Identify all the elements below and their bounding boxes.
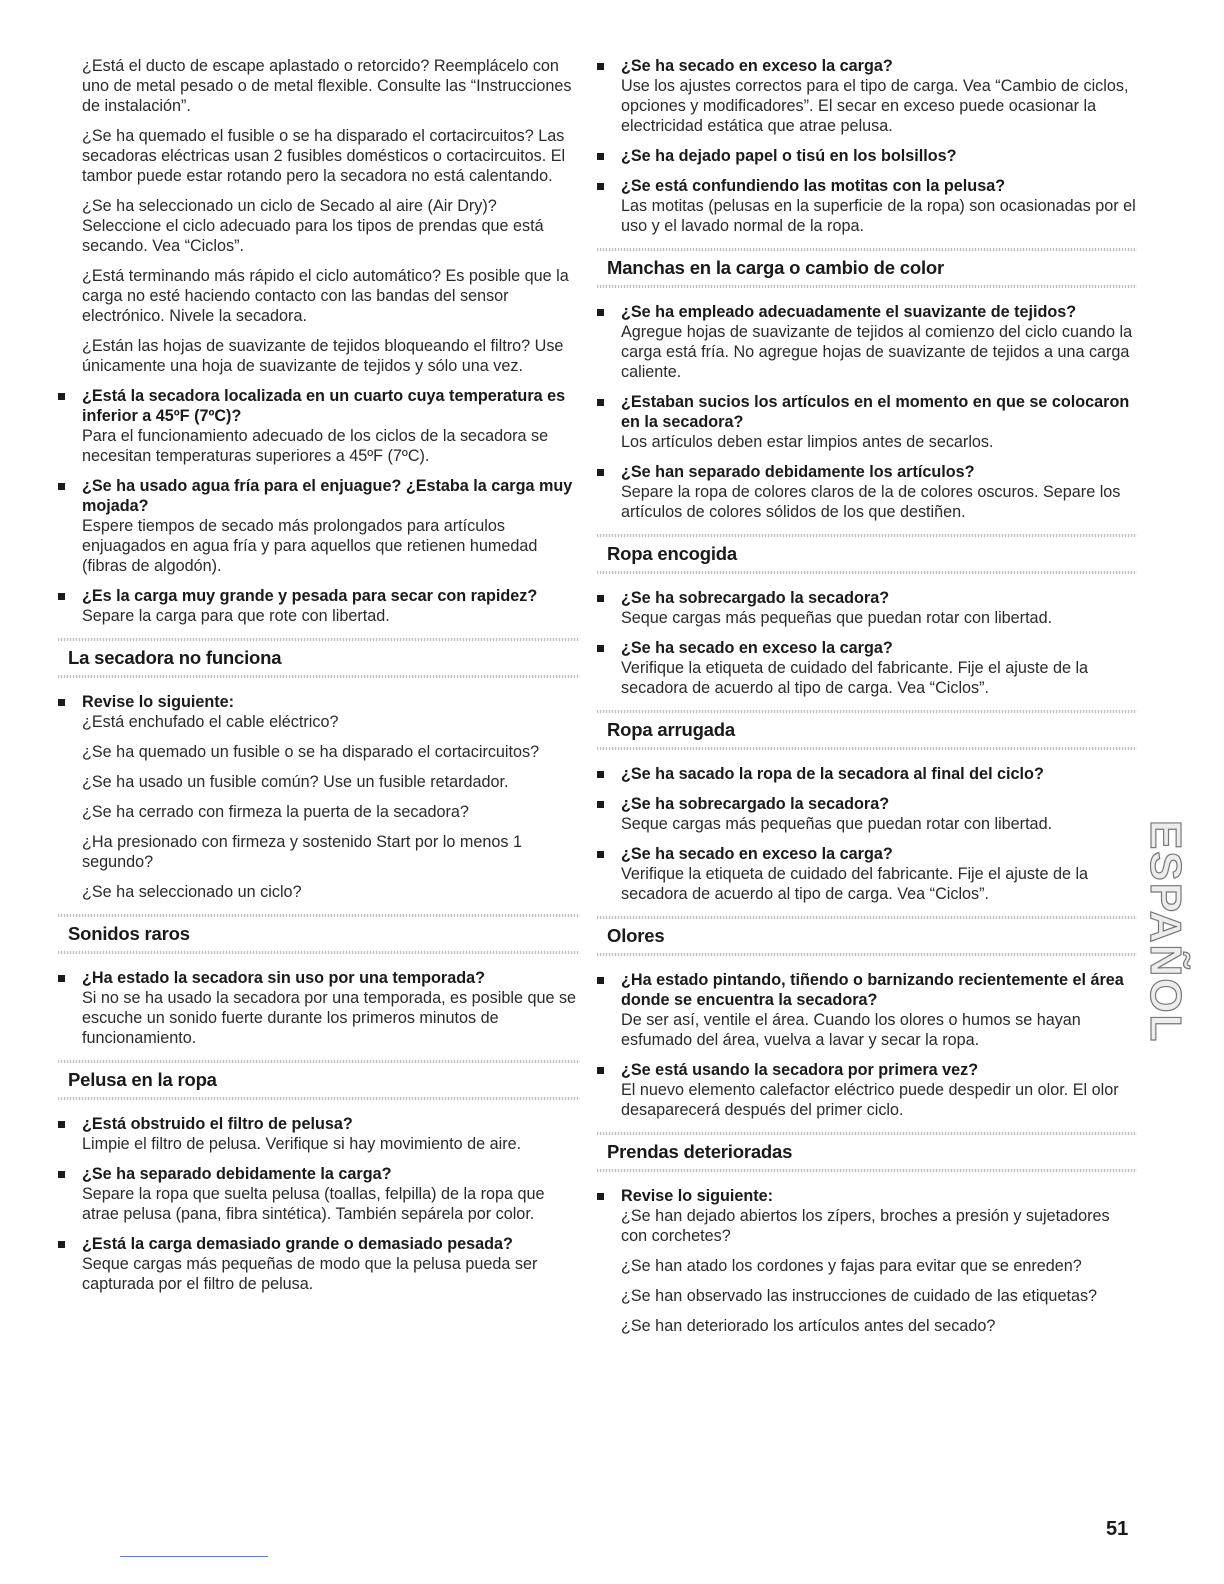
list-item xyxy=(597,794,1137,834)
answer: Para el funcionamiento adecuado de los ciclos de la secadora se necesitan temperaturas superiores a 45ºF (7ºC). xyxy=(82,427,549,465)
answer: Las motitas (pelusas en la superficie de la ropa) son ocasionadas por el uso y el lavado normal de la ropa. xyxy=(621,197,1136,235)
list-item xyxy=(597,176,1137,236)
answer: Seque cargas más pequeñas que puedan rotar con libertad. xyxy=(621,609,1053,627)
divider xyxy=(597,1132,1137,1135)
list-item xyxy=(58,586,580,626)
bullet-icon xyxy=(597,851,604,858)
list-item xyxy=(597,764,1137,784)
bullet-icon xyxy=(597,595,604,602)
question: ¿Se ha dejado papel o tisú en los bolsillos? xyxy=(621,147,957,165)
question: ¿Se han separado debidamente los artículos? xyxy=(621,463,975,481)
bullet-icon xyxy=(597,645,604,652)
bullet-icon xyxy=(597,183,604,190)
paragraph: ¿Están las hojas de suavizante de tejidos bloqueando el filtro? Use únicamente una hoja de suavizante de tejidos y sólo una vez. xyxy=(82,337,564,375)
question: ¿Se ha empleado adecuadamente el suavizante de tejidos? xyxy=(621,303,1077,321)
language-tab-label: ESPAÑOL xyxy=(1141,820,1190,1044)
divider xyxy=(597,710,1137,713)
divider xyxy=(58,1097,580,1100)
question: ¿Ha estado pintando, tiñendo o barnizando recientemente el área donde se encuentra la secadora? xyxy=(621,971,1124,1009)
paragraph: ¿Está terminando más rápido el ciclo automático? Es posible que la carga no esté haciendo contacto con las bandas del sensor electrónico. Nivele la secadora. xyxy=(82,267,569,325)
list-item xyxy=(597,844,1137,904)
question: ¿Está la secadora localizada en un cuarto cuya temperatura es inferior a 45ºF (7ºC)? xyxy=(82,387,566,425)
answer: Si no se ha usado la secadora por una temporada, es posible que se escuche un sonido fuerte durante los primeros minutos de funcionamiento. xyxy=(82,989,577,1047)
bullet-icon xyxy=(597,771,604,778)
divider xyxy=(597,571,1137,574)
check-item: ¿Se ha seleccionado un ciclo? xyxy=(82,883,302,901)
question: ¿Se ha secado en exceso la carga? xyxy=(621,57,893,75)
section-header-deterioradas xyxy=(597,1132,1137,1172)
list-item xyxy=(58,1234,580,1294)
section-title: Manchas en la carga o cambio de color xyxy=(607,257,945,278)
bullet-icon xyxy=(58,483,65,490)
list-item xyxy=(597,56,1137,136)
list-item xyxy=(597,146,1137,166)
list-item xyxy=(597,462,1137,522)
bullet-icon xyxy=(597,309,604,316)
section-title: Sonidos raros xyxy=(68,923,190,944)
question: ¿Está obstruido el filtro de pelusa? xyxy=(82,1115,353,1133)
bullet-icon xyxy=(597,977,604,984)
bullet-icon xyxy=(597,399,604,406)
footer-rule xyxy=(120,1556,268,1557)
question: ¿Es la carga muy grande y pesada para secar con rapidez? xyxy=(82,587,538,605)
question: ¿Estaban sucios los artículos en el momento en que se colocaron en la secadora? xyxy=(621,393,1130,431)
page-number: 51 xyxy=(1106,1518,1129,1540)
divider xyxy=(597,248,1137,251)
answer: Espere tiempos de secado más prolongados para artículos enjuagados en agua fría y para aquellos que retienen humedad (fibras de algodón). xyxy=(82,517,538,575)
section-title: Ropa encogida xyxy=(607,543,737,564)
right-column xyxy=(597,56,1137,1346)
check-item: ¿Se ha usado un fusible común? Use un fusible retardador. xyxy=(82,773,509,791)
answer: Separe la ropa de colores claros de la de colores oscuros. Separe los artículos de colores sólidos de los que destiñen. xyxy=(621,483,1121,521)
list-item xyxy=(597,638,1137,698)
section-title: La secadora no funciona xyxy=(68,647,282,668)
list-item xyxy=(597,1060,1137,1120)
section-title: Ropa arrugada xyxy=(607,719,735,740)
bullet-icon xyxy=(597,63,604,70)
list-item xyxy=(597,588,1137,628)
bullet-icon xyxy=(58,393,65,400)
answer: Separe la ropa que suelta pelusa (toallas, felpilla) de la ropa que atrae pelusa (pana, fibra sintética). También sepárela por color. xyxy=(82,1185,545,1223)
question: ¿Se está confundiendo las motitas con la pelusa? xyxy=(621,177,1006,195)
paragraph: ¿Se ha quemado el fusible o se ha disparado el cortacircuitos? Las secadoras eléctricas usan 2 fusibles domésticos o cortacircuitos. El tambor puede estar rotando pero la secadora no está calentando. xyxy=(82,127,566,185)
bullet-icon xyxy=(597,153,604,160)
divider xyxy=(58,951,580,954)
answer: De ser así, ventile el área. Cuando los olores o humos se hayan esfumado del área, vuelva a lavar y secar la ropa. xyxy=(621,1011,1081,1049)
bullet-icon xyxy=(58,699,65,706)
question: ¿Se ha usado agua fría para el enjuague? ¿Estaba la carga muy mojada? xyxy=(82,477,573,515)
section-header-manchas xyxy=(597,248,1137,288)
answer: Separe la carga para que rote con libertad. xyxy=(82,607,390,625)
check-item: ¿Se han deteriorado los artículos antes del secado? xyxy=(621,1317,996,1335)
paragraph: ¿Se ha seleccionado un ciclo de Secado al aire (Air Dry)? Seleccione el ciclo adecuado para los tipos de prendas que está secando. Vea “Ciclos”. xyxy=(82,197,544,255)
question: ¿Ha estado la secadora sin uso por una temporada? xyxy=(82,969,485,987)
question: ¿Está la carga demasiado grande o demasiado pesada? xyxy=(82,1235,513,1253)
bullet-icon xyxy=(597,1067,604,1074)
bullet-icon xyxy=(58,1241,65,1248)
check-item: ¿Se han atado los cordones y fajas para evitar que se enreden? xyxy=(621,1257,1082,1275)
answer: Seque cargas más pequeñas de modo que la pelusa pueda ser capturada por el filtro de pelusa. xyxy=(82,1255,538,1293)
check-item: ¿Ha presionado con firmeza y sostenido Start por lo menos 1 segundo? xyxy=(82,833,522,871)
check-label: Revise lo siguiente: xyxy=(621,1187,774,1205)
divider xyxy=(597,747,1137,750)
list-item xyxy=(58,968,580,1048)
section-title: Pelusa en la ropa xyxy=(68,1069,217,1090)
list-item xyxy=(597,970,1137,1050)
paragraph: ¿Está el ducto de escape aplastado o retorcido? Reemplácelo con uno de metal pesado o de metal flexible. Consulte las “Instrucciones de instalación”. xyxy=(82,57,572,115)
check-label: Revise lo siguiente: xyxy=(82,693,235,711)
list-item xyxy=(58,1164,580,1224)
question: ¿Se ha separado debidamente la carga? xyxy=(82,1165,392,1183)
check-item: ¿Se han dejado abiertos los zípers, broches a presión y sujetadores con corchetes? xyxy=(621,1207,1110,1245)
question: ¿Se ha sobrecargado la secadora? xyxy=(621,795,890,813)
check-item: ¿Se han observado las instrucciones de cuidado de las etiquetas? xyxy=(621,1287,1098,1305)
answer: Los artículos deben estar limpios antes de secarlos. xyxy=(621,433,994,451)
bullet-icon xyxy=(58,975,65,982)
check-item: ¿Se ha cerrado con firmeza la puerta de la secadora? xyxy=(82,803,469,821)
section-header-pelusa xyxy=(58,1060,580,1100)
bullet-icon xyxy=(597,1193,604,1200)
bullet-icon xyxy=(58,593,65,600)
section-header-encogida xyxy=(597,534,1137,574)
bullet-icon xyxy=(58,1171,65,1178)
divider xyxy=(597,916,1137,919)
divider xyxy=(597,1169,1137,1172)
divider xyxy=(58,914,580,917)
divider xyxy=(597,953,1137,956)
answer: Use los ajustes correctos para el tipo de carga. Vea “Cambio de ciclos, opciones y modificadores”. El secar en exceso puede ocasionar la electricidad estática que atrae pelusa. xyxy=(621,77,1129,135)
section-title: Olores xyxy=(607,925,665,946)
list-item xyxy=(597,302,1137,382)
list-item xyxy=(58,692,580,902)
list-item xyxy=(58,476,580,576)
list-item xyxy=(58,386,580,466)
divider xyxy=(597,285,1137,288)
check-item: ¿Se ha quemado un fusible o se ha disparado el cortacircuitos? xyxy=(82,743,540,761)
bullet-icon xyxy=(597,469,604,476)
section-header-sonidos xyxy=(58,914,580,954)
question: ¿Se ha secado en exceso la carga? xyxy=(621,639,893,657)
left-column xyxy=(58,56,580,1304)
section-header-no-funciona xyxy=(58,638,580,678)
question: ¿Se está usando la secadora por primera vez? xyxy=(621,1061,979,1079)
divider xyxy=(58,1060,580,1063)
list-item xyxy=(597,392,1137,452)
bullet-icon xyxy=(597,801,604,808)
list-item xyxy=(597,1186,1137,1336)
answer: Verifique la etiqueta de cuidado del fabricante. Fije el ajuste de la secadora de acuerdo al tipo de carga. Vea “Ciclos”. xyxy=(621,865,1089,903)
section-header-arrugada xyxy=(597,710,1137,750)
section-title: Prendas deterioradas xyxy=(607,1141,793,1162)
divider xyxy=(58,675,580,678)
answer: Agregue hojas de suavizante de tejidos al comienzo del ciclo cuando la carga está fría. No agregue hojas de suavizante de tejidos a una carga caliente. xyxy=(621,323,1133,381)
divider xyxy=(58,638,580,641)
question: ¿Se ha secado en exceso la carga? xyxy=(621,845,893,863)
divider xyxy=(597,534,1137,537)
check-item: ¿Está enchufado el cable eléctrico? xyxy=(82,713,339,731)
answer: Limpie el filtro de pelusa. Verifique si hay movimiento de aire. xyxy=(82,1135,522,1153)
question: ¿Se ha sobrecargado la secadora? xyxy=(621,589,890,607)
list-item xyxy=(58,1114,580,1154)
answer: Seque cargas más pequeñas que puedan rotar con libertad. xyxy=(621,815,1053,833)
bullet-icon xyxy=(58,1121,65,1128)
answer: El nuevo elemento calefactor eléctrico puede despedir un olor. El olor desaparecerá después del primer ciclo. xyxy=(621,1081,1119,1119)
answer: Verifique la etiqueta de cuidado del fabricante. Fije el ajuste de la secadora de acuerdo al tipo de carga. Vea “Ciclos”. xyxy=(621,659,1089,697)
question: ¿Se ha sacado la ropa de la secadora al final del ciclo? xyxy=(621,765,1044,783)
section-header-olores xyxy=(597,916,1137,956)
